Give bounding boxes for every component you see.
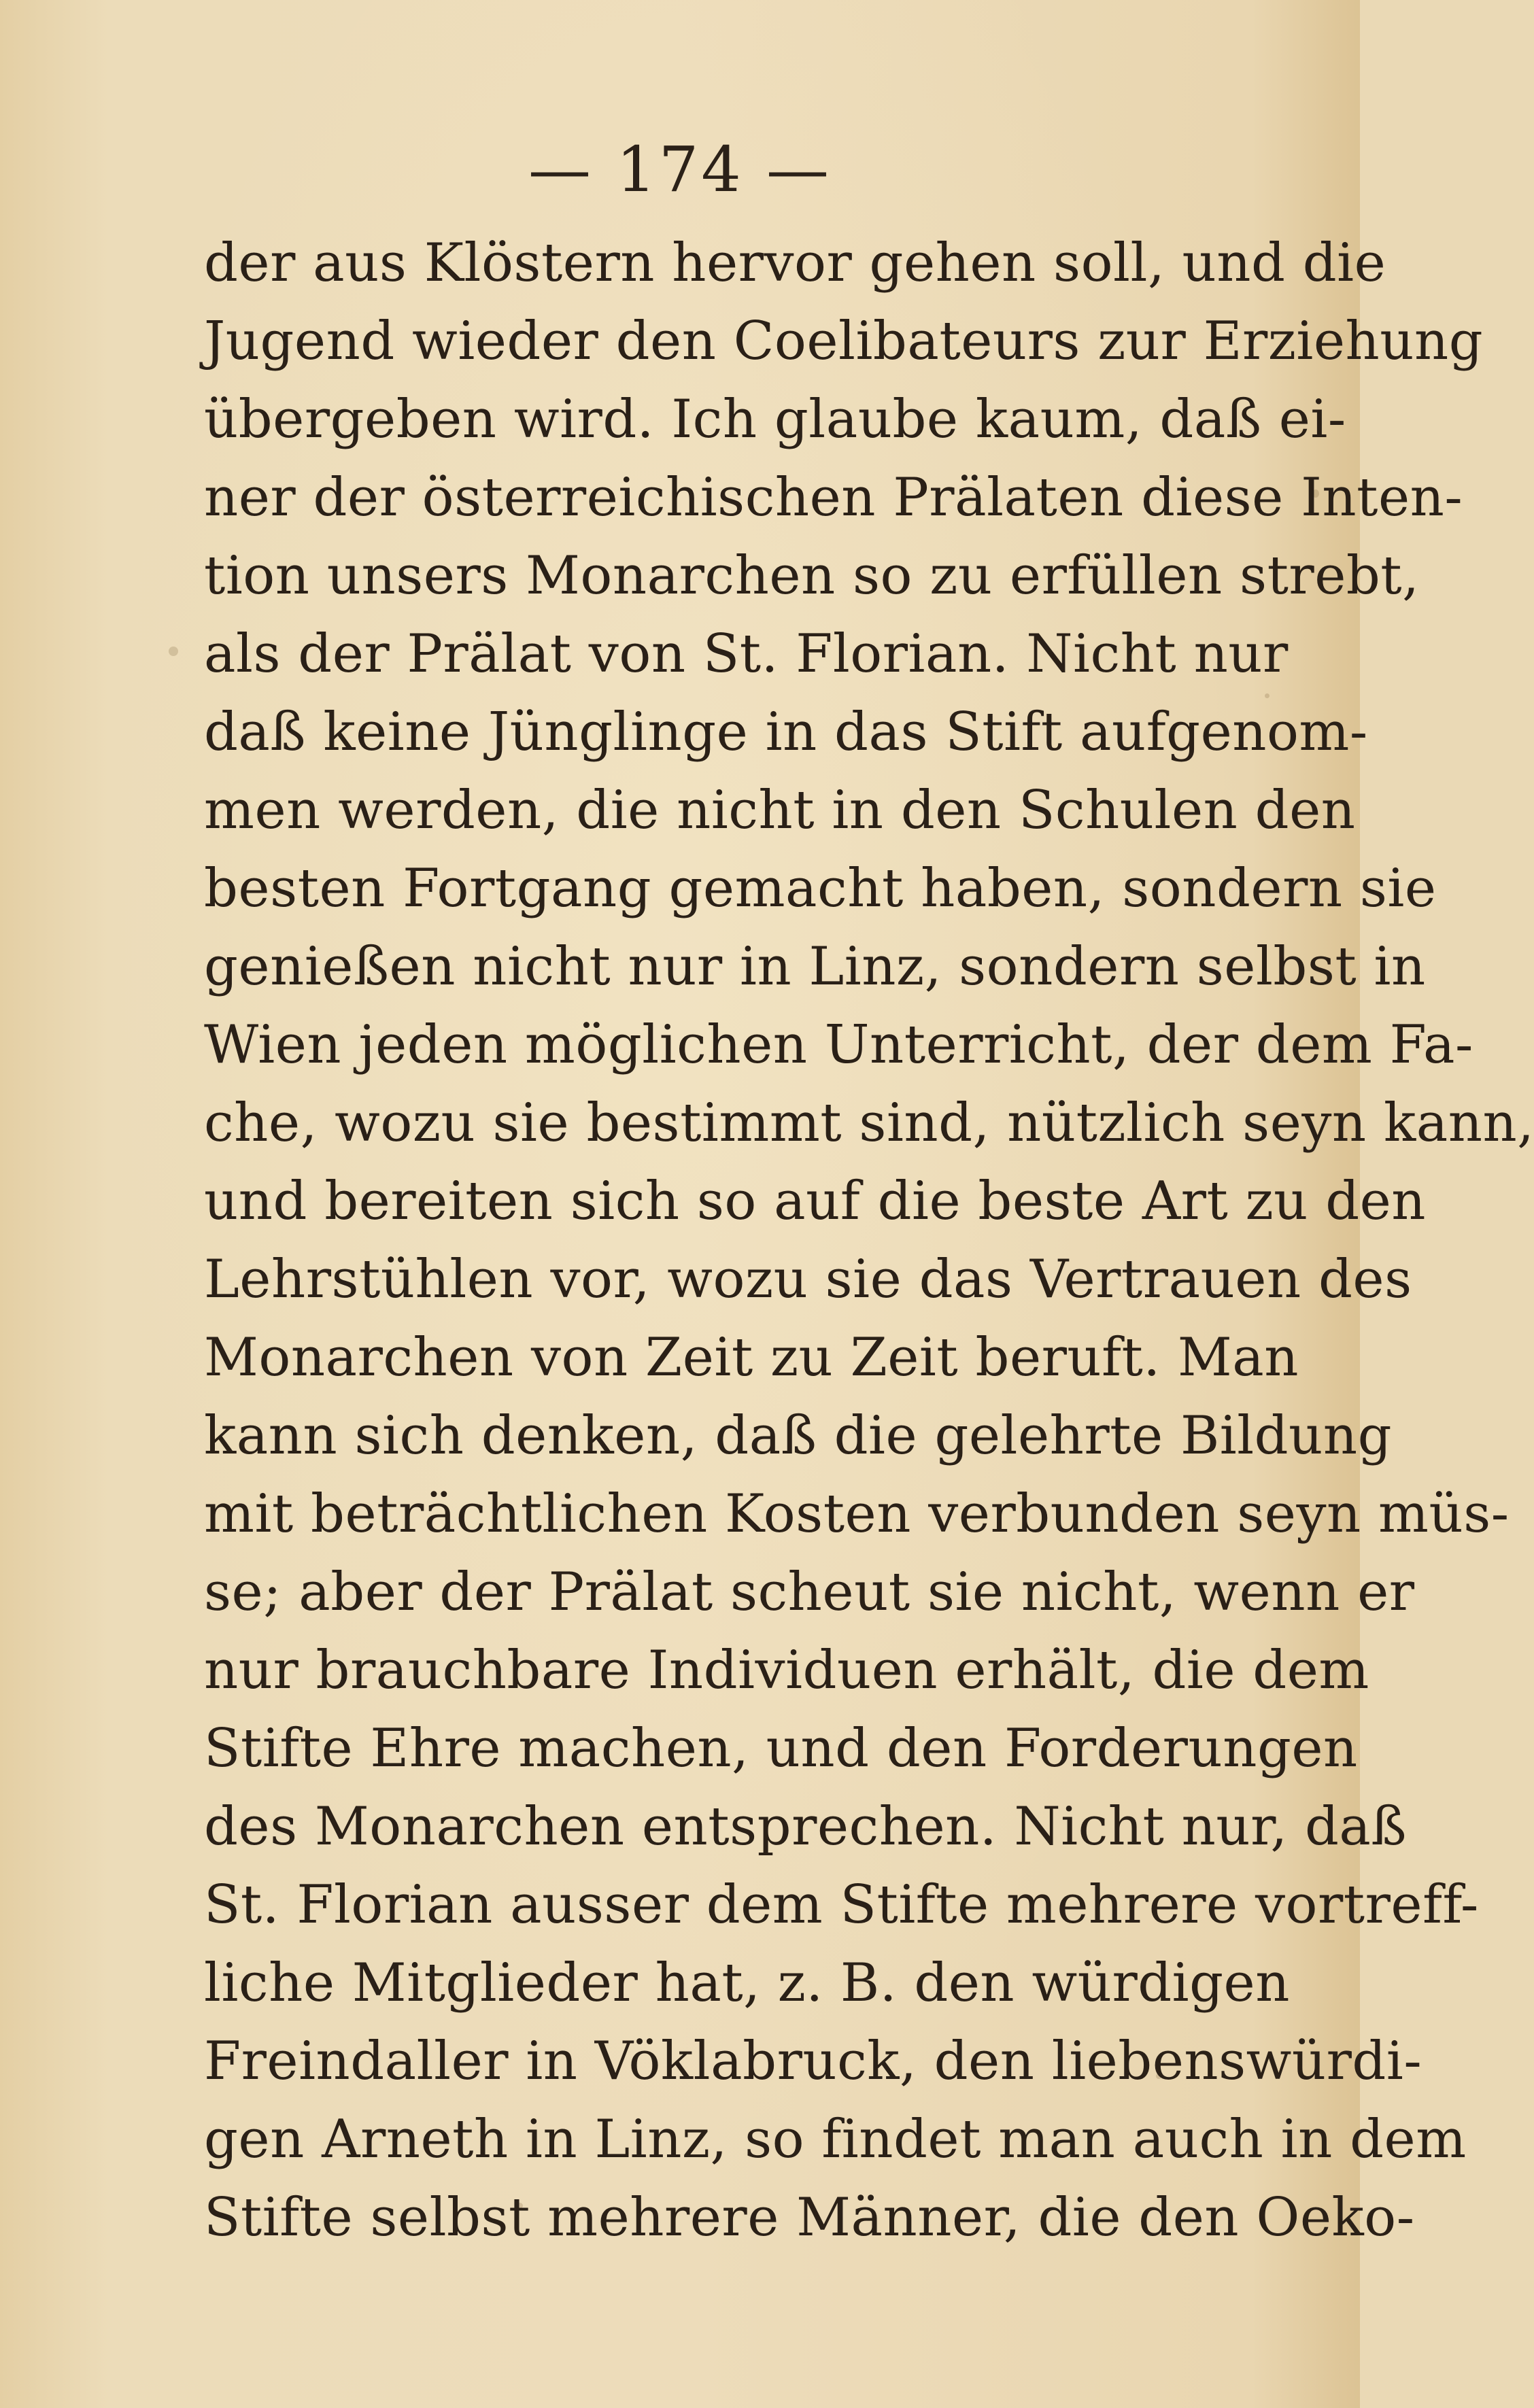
text-line: liche Mitglieder hat, z. B. den würdigen	[204, 1953, 1290, 2014]
text-line: St. Florian ausser dem Stifte mehrere vortreff-	[204, 1874, 1479, 1936]
text-line: besten Fortgang gemacht haben, sondern sie	[204, 858, 1437, 919]
text-line: se; aber der Prälat scheut sie nicht, wenn er	[204, 1562, 1415, 1623]
text-line: che, wozu sie bestimmt sind, nützlich seyn kann,	[204, 1093, 1534, 1154]
text-line: Stifte Ehre machen, und den Forderungen	[204, 1718, 1358, 1779]
text-line: nur brauchbare Individuen erhält, die dem	[204, 1640, 1369, 1701]
text-line: Jugend wieder den Coelibateurs zur Erziehung	[204, 311, 1484, 372]
text-line: der aus Klöstern hervor gehen soll, und die	[204, 233, 1386, 294]
text-line: genießen nicht nur in Linz, sondern selbst in	[204, 936, 1426, 997]
text-line: tion unsers Monarchen so zu erfüllen strebt,	[204, 545, 1420, 606]
text-line: gen Arneth in Linz, so findet man auch in dem	[204, 2109, 1467, 2170]
page-number-header: — 174 —	[528, 133, 832, 206]
text-line: übergeben wird. Ich glaube kaum, daß ei-	[204, 389, 1346, 450]
text-line: daß keine Jünglinge in das Stift aufgenom-	[204, 702, 1368, 763]
text-line: Stifte selbst mehrere Männer, die den Oeko-	[204, 2187, 1415, 2248]
text-line: Monarchen von Zeit zu Zeit beruft. Man	[204, 1327, 1299, 1388]
text-line: und bereiten sich so auf die beste Art zu den	[204, 1171, 1427, 1232]
text-line: als der Prälat von St. Florian. Nicht nur	[204, 623, 1289, 685]
text-line: des Monarchen entsprechen. Nicht nur, daß	[204, 1796, 1407, 1857]
text-line: Lehrstühlen vor, wozu sie das Vertrauen des	[204, 1249, 1412, 1310]
text-line: Wien jeden möglichen Unterricht, der dem Fa-	[204, 1014, 1473, 1076]
paper-stain	[169, 647, 178, 656]
text-line: men werden, die nicht in den Schulen den	[204, 780, 1356, 841]
text-line: kann sich denken, daß die gelehrte Bildung	[204, 1405, 1393, 1466]
text-line: ner der österreichischen Prälaten diese Inten-	[204, 467, 1463, 528]
text-line: mit beträchtlichen Kosten verbunden seyn müs-	[204, 1483, 1510, 1545]
text-line: Freindaller in Vöklabruck, den liebenswürdi-	[204, 2031, 1422, 2092]
body-text	[204, 224, 1534, 2257]
